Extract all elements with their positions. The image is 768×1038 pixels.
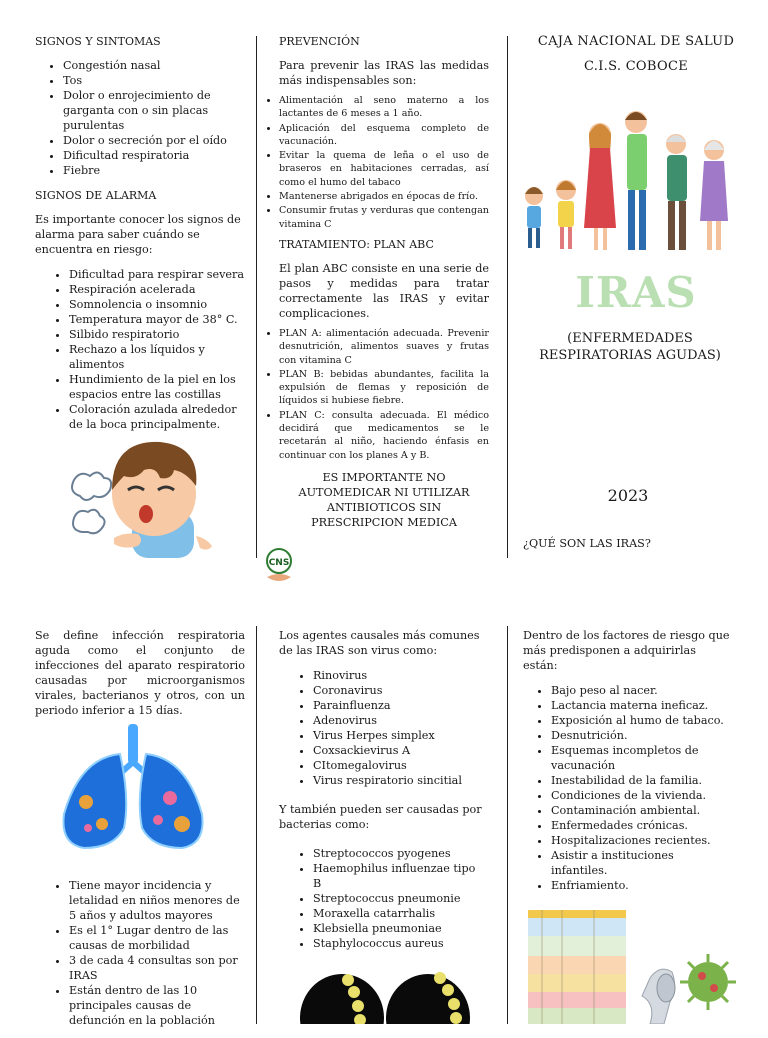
bacteria-item: • Streptococcos pyogenes xyxy=(313,846,487,861)
alarm-sign-item: • Rechazo a los líquidos y alimentos xyxy=(69,342,247,372)
symptom-item: • Dolor o enrojecimiento de garganta con o sin placas purulentas xyxy=(63,88,247,133)
virus-item: • CItomegalovirus xyxy=(313,758,487,773)
bacteria-item: • Haemophilus influenzae tipo B xyxy=(313,861,487,891)
alarm-heading: SIGNOS DE ALARMA xyxy=(35,189,157,202)
prevention-item: • Consumir frutas y verduras que contengan vitamina C xyxy=(279,204,489,231)
symptom-item: • Congestión nasal xyxy=(63,58,247,73)
risk-factor-item: • Enfermedades crónicas. xyxy=(551,818,733,833)
symptom-item: • Tos xyxy=(63,73,247,88)
bacteria-intro: Y también pueden ser causadas por bacterias como: xyxy=(279,803,482,831)
risk-intro: Dentro de los factores de riesgo que más predisponen a adquirirlas están: xyxy=(523,629,730,672)
warning-text: ES IMPORTANTE NO AUTOMEDICAR NI UTILIZAR ANTIBIOTICOS SIN PRESCRIPCION MEDICA xyxy=(298,470,470,529)
symptom-item: • Dificultad respiratoria xyxy=(63,148,247,163)
question-heading: ¿QUÉ SON LAS IRAS? xyxy=(523,537,651,550)
sick-child-illustration xyxy=(62,432,222,562)
fact-item: • Están dentro de las 10 principales causas de defunción en la población xyxy=(69,983,247,1028)
bacteria-item: • Klebsiella pneumoniae xyxy=(313,921,487,936)
prevention-item: • Alimentación al seno materno a los lactantes de 6 meses a 1 año. xyxy=(279,94,489,121)
risk-factor-item: • Asistir a instituciones infantiles. xyxy=(551,848,733,878)
bacteria-item: • Staphylococcus aureus xyxy=(313,936,487,951)
bacteria-item: • Streptococcus pneumonie xyxy=(313,891,487,906)
panel-signs xyxy=(35,34,247,442)
treatment-intro: El plan ABC consiste en una serie de pasos y medidas para tratar correctamente las IRAS y evitar complicaciones. xyxy=(279,261,489,320)
bacteria-item: • Moraxella catarrhalis xyxy=(313,906,487,921)
alarm-sign-item: • Coloración azulada alrededor de la boca principalmente. xyxy=(69,402,247,432)
virus-shield-illustration xyxy=(636,948,740,1024)
family-illustration xyxy=(520,104,740,254)
separator-top-left xyxy=(256,36,257,558)
risk-factor-item: • Contaminación ambiental. xyxy=(551,803,733,818)
lungs-illustration xyxy=(58,724,208,852)
alarm-sign-item: • Dificultad para respirar severa xyxy=(69,267,247,282)
virus-item: • Virus Herpes simplex xyxy=(313,728,487,743)
virus-item: • Virus respiratorio sincitial xyxy=(313,773,487,788)
panel-cover xyxy=(516,34,756,84)
brochure-title: IRAS xyxy=(575,268,697,317)
definition-text: Se define infección respiratoria aguda como el conjunto de infecciones del aparato respiratorio causadas por microorganismos virales, bacterianos y otros, con un periodo inferior a 15 días. xyxy=(35,629,245,717)
bacteria-list xyxy=(279,846,487,951)
fact-item: • Tiene mayor incidencia y letalidad en niños menores de 5 años y adultos mayores xyxy=(69,878,247,923)
virus-item: • Parainfluenza xyxy=(313,698,487,713)
alarm-intro: Es importante conocer los signos de alarma para saber cuándo se encuentra en riesgo: xyxy=(35,213,241,256)
risk-factor-item: • Bajo peso al nacer. xyxy=(551,683,733,698)
risk-factor-item: • Exposición al humo de tabaco. xyxy=(551,713,733,728)
risk-factor-item: • Desnutrición. xyxy=(551,728,733,743)
virus-item: • Coxsackievirus A xyxy=(313,743,487,758)
risk-factor-item: • Inestabilidad de la familia. xyxy=(551,773,733,788)
alarm-sign-item: • Silbido respiratorio xyxy=(69,327,247,342)
virus-item: • Rinovirus xyxy=(313,668,487,683)
risk-factor-item: • Esquemas incompletos de vacunación xyxy=(551,743,733,773)
signs-list xyxy=(35,58,247,178)
alarm-sign-item: • Temperatura mayor de 38° C. xyxy=(69,312,247,327)
separator-bottom-left xyxy=(256,626,257,1024)
brochure-subtitle: (ENFERMEDADES RESPIRATORIAS AGUDAS) xyxy=(539,331,721,363)
facts-list xyxy=(35,878,247,1028)
prevention-list xyxy=(267,94,489,231)
prevention-item: • Evitar la quema de leña o el uso de braseros en habitaciones cerradas, así como el humo del tabaco xyxy=(279,149,489,189)
org-name: CAJA NACIONAL DE SALUD xyxy=(537,34,735,49)
risk-factor-item: • Lactancia materna ineficaz. xyxy=(551,698,733,713)
plans-list xyxy=(267,327,489,462)
bacteria-illustration xyxy=(290,966,480,1024)
alarm-sign-item: • Respiración acelerada xyxy=(69,282,247,297)
prevention-heading: PREVENCIÓN xyxy=(279,35,360,48)
panel-agents xyxy=(279,628,487,961)
cns-logo-text: CNS xyxy=(268,558,290,568)
virus-list xyxy=(279,668,487,788)
symptom-item: • Dolor o secreción por el oído xyxy=(63,133,247,148)
virus-item: • Adenovirus xyxy=(313,713,487,728)
cns-logo xyxy=(265,547,293,587)
panel-definition xyxy=(35,628,245,728)
risk-factor-item: • Enfriamiento. xyxy=(551,878,733,893)
risk-factor-item: • Hospitalizaciones recientes. xyxy=(551,833,733,848)
org-center: C.I.S. COBOCE xyxy=(584,59,688,74)
separator-bottom-right xyxy=(507,626,508,1024)
prevention-item: • Mantenerse abrigados en épocas de frío. xyxy=(279,190,489,203)
plan-item: • PLAN C: consulta adecuada. El médico decidirá que medicamentos se le recetarán al niño, haciendo énfasis en continuar con los planes A y B. xyxy=(279,409,489,462)
symptom-item: • Fiebre xyxy=(63,163,247,178)
alarm-list xyxy=(35,267,247,432)
prevention-item: • Aplicación del esquema completo de vacunación. xyxy=(279,122,489,149)
panel-prevention xyxy=(279,34,489,530)
risk-list xyxy=(523,683,733,893)
panel-facts xyxy=(35,878,247,1038)
panel-risks xyxy=(523,628,733,903)
plan-item: • PLAN A: alimentación adecuada. Prevenir desnutrición, alimentos suaves y frutas con vitamina C xyxy=(279,327,489,367)
fact-item: • 3 de cada 4 consultas son por IRAS xyxy=(69,953,247,983)
prevention-intro: Para prevenir las IRAS las medidas más indispensables son: xyxy=(279,59,489,87)
plan-item: • PLAN B: bebidas abundantes, facilita la expulsión de flemas y reposición de líquidos si hubiese fiebre. xyxy=(279,368,489,408)
alarm-sign-item: • Somnolencia o insomnio xyxy=(69,297,247,312)
alarm-sign-item: • Hundimiento de la piel en los espacios entre las costillas xyxy=(69,372,247,402)
separator-top-right xyxy=(507,36,508,558)
brochure-year: 2023 xyxy=(607,486,649,505)
risk-factor-item: • Condiciones de la vivienda. xyxy=(551,788,733,803)
treatment-heading: TRATAMIENTO: PLAN ABC xyxy=(279,237,434,251)
fact-item: • Es el 1° Lugar dentro de las causas de morbilidad xyxy=(69,923,247,953)
signs-heading: SIGNOS Y SINTOMAS xyxy=(35,35,161,48)
virus-intro: Los agentes causales más comunes de las IRAS son virus como: xyxy=(279,629,480,657)
virus-item: • Coronavirus xyxy=(313,683,487,698)
risk-table-thumbnail xyxy=(528,910,626,1024)
